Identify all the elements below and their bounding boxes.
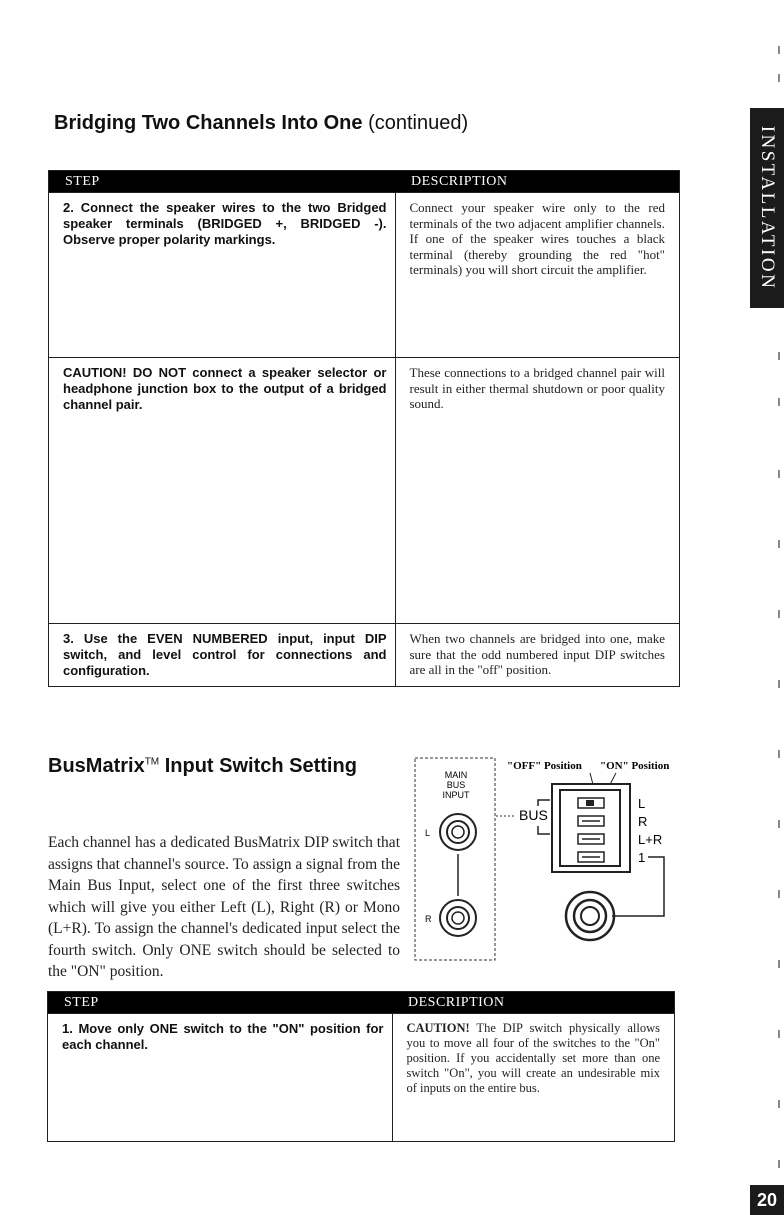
main-bus-label-2: BUS (446, 780, 466, 790)
busmatrix-title: BusMatrix (48, 755, 145, 777)
edge-tick (778, 540, 780, 548)
jack-l-label: L (425, 828, 431, 838)
installation-side-tab (750, 108, 784, 308)
page-number: 20 (750, 1185, 784, 1215)
main-bus-label-1: MAIN (444, 770, 468, 780)
header-description: DESCRIPTION (395, 171, 680, 193)
step-cell: 3. Use the EVEN NUMBERED input, input DIP switch, and level control for connections and configuration. (49, 624, 396, 687)
edge-tick (778, 46, 780, 54)
section-title-bridging (54, 112, 468, 135)
step-cell: CAUTION! DO NOT connect a speaker selector or headphone junction box to the output of a bridged channel pair. (49, 358, 396, 624)
jack-r-core (452, 912, 464, 924)
edge-tick (778, 1100, 780, 1108)
table-header-row (49, 171, 680, 193)
description-cell: When two channels are bridged into one, make sure that the odd numbered input DIP switches are all in the "off" position. (395, 624, 680, 687)
edge-tick (778, 820, 780, 828)
description-cell: Connect your speaker wire only to the red terminals of the two adjacent amplifier channels. If one of the speaker wires touches a black terminal (thereby grounding the red "hot" terminals) you will short circuit the amplifier. (395, 193, 680, 358)
busmatrix-diagram (410, 756, 694, 974)
step-cell: 1. Move only ONE switch to the "ON" position for each channel. (48, 1014, 393, 1142)
busmatrix-paragraph: Each channel has a dedicated BusMatrix DIP switch that assigns that channel's source. To assign a signal from the Main Bus Input, select one of the first three switches which will give you either Left (L), Right (R) or Mono (L+R). To assign the channel's dedicated input select the fourth switch. Only ONE switch should be selected to the "ON" position. (48, 834, 400, 980)
jack-r-icon (440, 900, 476, 936)
jack-l-inner (447, 821, 469, 843)
side-tab-label: INSTALLATION (757, 125, 778, 291)
jack-l-icon (440, 814, 476, 850)
dip-switch-1-knob (586, 800, 594, 806)
edge-tick (778, 352, 780, 360)
header-description: DESCRIPTION (392, 992, 675, 1014)
on-position-label: "ON" Position (600, 760, 670, 772)
edge-tick (778, 960, 780, 968)
description-cell: These connections to a bridged channel pair will result in either thermal shutdown or poor quality sound. (395, 358, 680, 624)
bus-bracket-top (538, 800, 550, 806)
header-step: STEP (49, 171, 396, 193)
edge-tick (778, 890, 780, 898)
caution-label: CAUTION! (406, 1021, 470, 1035)
jack-r-inner (447, 907, 469, 929)
bus-bracket-bottom (538, 826, 550, 834)
edge-tick (778, 680, 780, 688)
switch-label-lr: L+R (638, 832, 663, 847)
edge-tick (778, 610, 780, 618)
switch-label-r: R (638, 814, 648, 829)
switch-label-l: L (638, 796, 646, 811)
main-bus-label-3: INPUT (442, 790, 470, 800)
bus-label: BUS (519, 807, 548, 823)
switch-label-1: 1 (638, 850, 646, 865)
off-position-label: "OFF" Position (507, 760, 582, 772)
description-cell (392, 1014, 675, 1142)
table-row (49, 358, 680, 624)
edge-tick (778, 470, 780, 478)
section-title-busmatrix (48, 755, 357, 778)
dedicated-jack-inner (574, 900, 606, 932)
dedicated-jack-core (581, 907, 599, 925)
edge-tick (778, 750, 780, 758)
edge-tick (778, 74, 780, 82)
step-cell: 2. Connect the speaker wires to the two Bridged speaker terminals (BRIDGED +, BRIDGED -). Observe proper polarity markings. (49, 193, 396, 358)
bridging-steps-table (48, 170, 680, 687)
busmatrix-steps-table (47, 991, 675, 1142)
edge-tick (778, 1030, 780, 1038)
table-row (48, 1014, 675, 1142)
busmatrix-title-rest: Input Switch Setting (159, 755, 357, 777)
caution-text: The DIP switch physically allows you to move all four of the switches to the "On" position. If you accidentally set more than one switch "On", you will create an undesirable mix of inputs on the entire bus. (406, 1021, 660, 1095)
section-title-continued: (continued) (368, 112, 469, 134)
table-row (49, 624, 680, 687)
jack-l-core (452, 826, 464, 838)
table-header-row (48, 992, 675, 1014)
header-step: STEP (48, 992, 393, 1014)
edge-tick (778, 1160, 780, 1168)
edge-tick (778, 398, 780, 406)
table-row (49, 193, 680, 358)
section-title-bold: Bridging Two Channels Into One (54, 112, 363, 134)
trademark-mark: TM (144, 756, 160, 768)
jack-r-label: R (425, 914, 432, 924)
